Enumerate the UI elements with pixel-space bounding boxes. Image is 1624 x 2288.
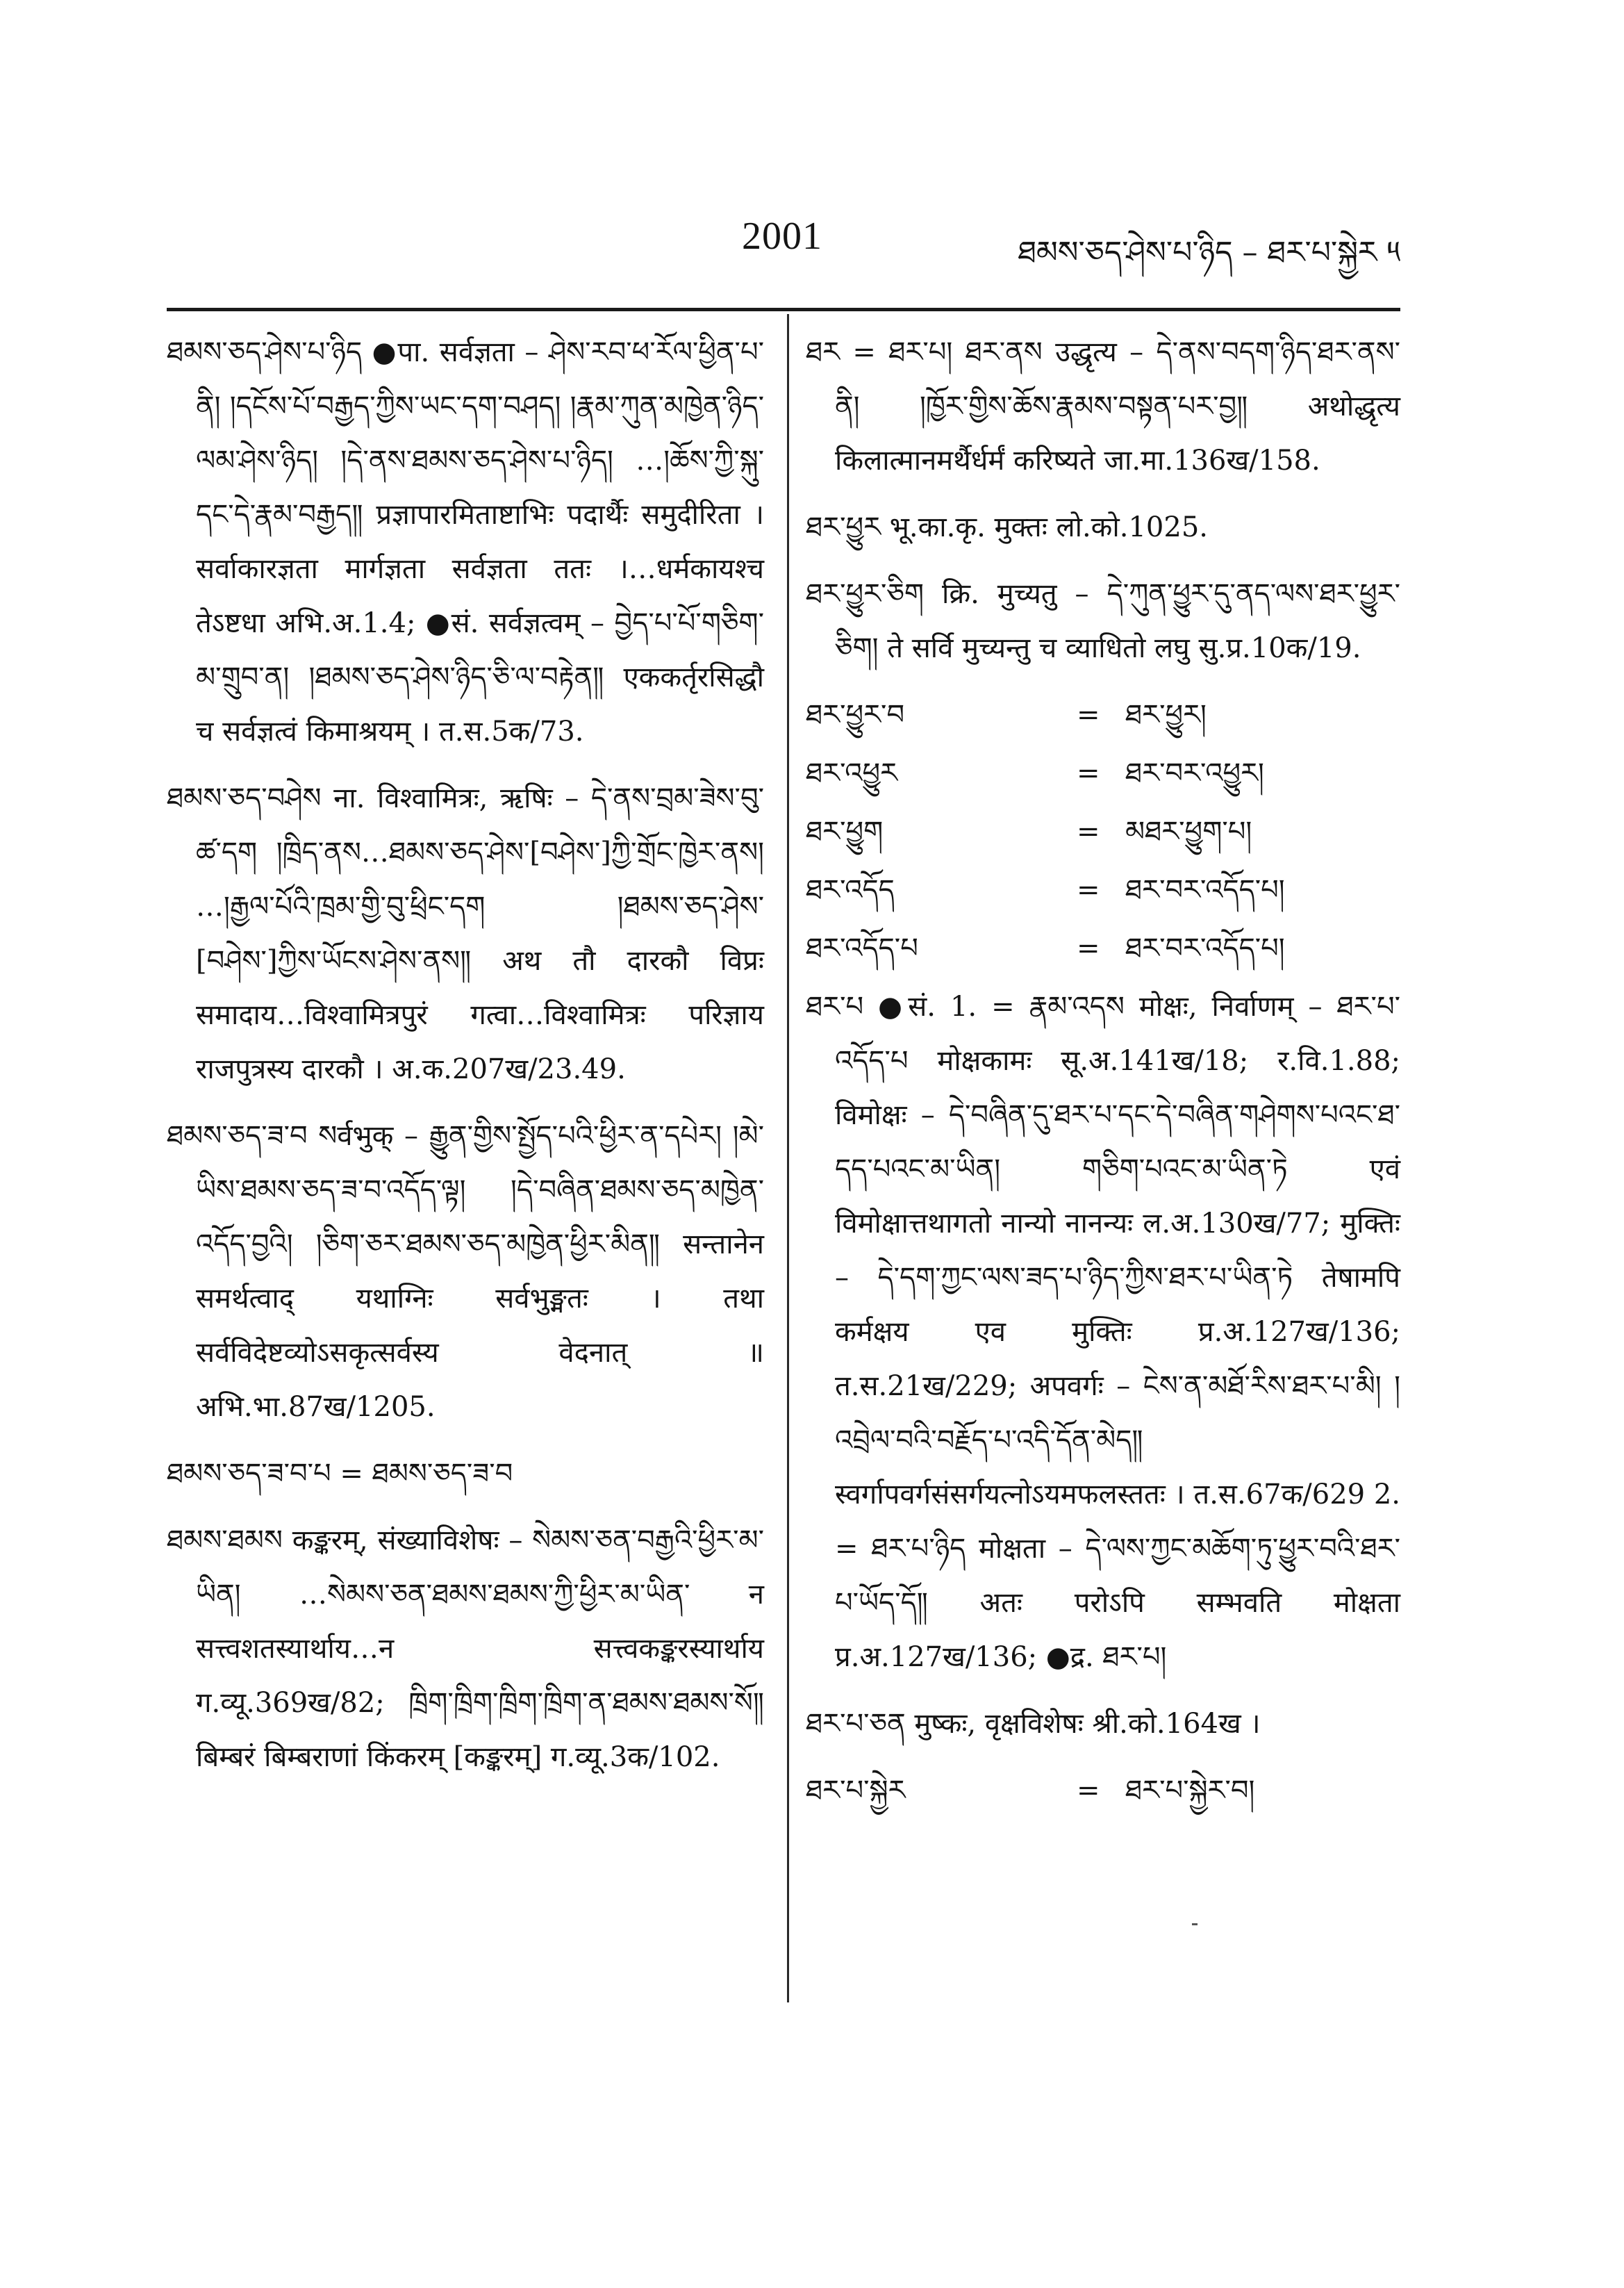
cross-reference-head: ཐར་འདོད་པ xyxy=(806,932,918,964)
cross-reference-head: ཐར་ཕྱུར་བ xyxy=(806,699,905,731)
cross-reference-head: ཐར་འདོད xyxy=(806,874,895,906)
equals-sign: = xyxy=(1077,932,1100,964)
cross-reference xyxy=(806,805,1400,859)
left-column xyxy=(167,325,764,1797)
column-divider xyxy=(787,314,789,2002)
cross-reference-target: ཐར་བར་འདོད་པ། xyxy=(1125,932,1285,964)
cross-reference-head: ཐར་པ་སྐྱེར xyxy=(806,1775,906,1806)
dictionary-entry: ཐར་པ་ཅན मुष्कः, वृक्षविशेषः श्री.को.164ख । xyxy=(806,1708,1261,1740)
cross-reference-target: ཐར་པ་སྐྱེར་བ། xyxy=(1125,1775,1255,1806)
cross-reference xyxy=(806,1763,1400,1818)
stray-ink-mark xyxy=(1192,1923,1198,1925)
dictionary-entry: ཐམས་ཅད་བཤེས ना. विश्वामित्रः, ऋषिः – དེ་ནས་བྲམ་ཟེས་བུ་ཚ་དག །ཁྲིད་ནས…ཐམས་ཅད་ཤེས་[བཤེས་]ཀྱི་གྲོང་ཁྱེར་ནས། …།རྒྱལ་པོའི་ཁྲམ་གྱི་བུ་ཕྲིང་དག །ཐམས་ཅད་ཤེས་[བཤེས་]ཀྱིས་ཡོངས་ཤེས་ནས༎ अथ तौ दारकौ विप्रः समादाय…विश्वामित्रपुरं गत्वा…विश्वामित्रः परिज्ञाय राजपुत्रस्य दारकौ । अ.क.207ख/23.49. xyxy=(167,782,764,1085)
header-rule xyxy=(167,308,1400,311)
running-head-words: ཐམས་ཅད་ཤེས་པ་ཉིད – ཐར་པ་སྐྱེར ༥ xyxy=(1018,235,1400,270)
page-number: 2001 xyxy=(742,215,822,258)
cross-reference-target: མཐར་ཕྱུག་པ། xyxy=(1125,816,1252,848)
cross-reference-target: ཐར་བར་འདོད་པ། xyxy=(1125,874,1285,906)
dictionary-entry: ཐར = ཐར་པ། ཐར་ནས उद्धृत्य – དེ་ནས་བདག་ཉིད་ཐར་ནས་ནི། །ཁྱོར་གྱིས་ཆོས་རྣམས་བསྟན་པར་བྱ༎ अथोद्धृत्य किलात्मानमर्थैर्धर्मं करिष्यते जा.मा.136ख/158. xyxy=(806,336,1400,477)
dictionary-entry: ཐར་ཕྱུར་ཅིག क्रि. मुच्यतु – དེ་ཀུན་ཕྱུར་དུ་ནད་ལས་ཐར་ཕྱུར་ཅིག། ते सर्वि मुच्यन्तु च व्याधितो लघु सु.प्र.10क/19. xyxy=(806,578,1400,664)
cross-reference-target: ཐར་བར་འཕྱུར། xyxy=(1125,757,1264,789)
dictionary-entry: ཐམས་ཅད་ཤེས་པ་ཉིད ●पा. सर्वज्ञता – ཤེས་རབ་ཕ་རོལ་ཕྱིན་པ་ནི། །དངོས་པོ་བརྒྱད་ཀྱིས་ཡང་དག་བཤད། །རྣམ་ཀུན་མཁྱེན་ཉིད་ལམ་ཤེས་ཉིད། །དེ་ནས་ཐམས་ཅད་ཤེས་པ་ཉིད། …།ཆོས་ཀྱི་སྐུ་དང་དེ་རྣམ་བརྒྱད༎ प्रज्ञापारमिताष्टाभिः पदार्थैः समुदीरिता । सर्वाकारज्ञता मार्गज्ञता सर्वज्ञता ततः ।…धर्मकायश्च तेऽष्टधा अभि.अ.1.4; ●सं. सर्वज्ञत्वम् – བྱེད་པ་པོ་གཅིག་མ་གྲུབ་ན། །ཐམས་ཅད་ཤེས་ཉིད་ཅི་ལ་བརྟེན༎ एककर्तृरसिद्धौ च सर्वज्ञत्वं किमाश्रयम् । त.स.5क/73. xyxy=(167,336,764,748)
cross-reference xyxy=(806,921,1400,976)
equals-sign: = xyxy=(1077,874,1100,906)
dictionary-entry: ཐར་པ ●सं. 1. = རྣམ་འདས मोक्षः, निर्वाणम् – ཐར་པ་འདོད་པ मोक्षकामः सू.अ.141ख/18; र.वि.1.88; विमोक्षः – དེ་བཞིན་དུ་ཐར་པ་དང་དེ་བཞིན་གཤེགས་པའང་ཐ་དད་པའང་མ་ཡིན། གཅིག་པའང་མ་ཡིན་ཏེ एवं विमोक्षात्तथागतो नान्यो नानन्यः ल.अ.130ख/77; मुक्तिः – དེ་དག་ཀྱང་ལས་ཟད་པ་ཉིད་ཀྱིས་ཐར་པ་ཡིན་ཏེ तेषामपि कर्मक्षय एव मुक्तिः प्र.अ.127ख/136; त.स.21ख/229; अपवर्गः – ངེས་ན་མཐོ་རིས་ཐར་པ་མི། །འབྲེལ་བའི་བརྗོད་པ་འདི་དོན་མེད༎ स्वर्गापवर्गसंसर्गयत्नोऽयमफलस्ततः । त.स.67क/629 2. = ཐར་པ་ཉིད मोक्षता – དེ་ལས་ཀྱང་མཆོག་ཏུ་ཕྱུར་བའི་ཐར་པ་ཡོད་དོ༎ अतः परोऽपि सम्भवति मोक्षता प्र.अ.127ख/136; ●द्र. ཐར་པ། xyxy=(806,991,1400,1673)
cross-reference-head: ཐར་ཕྱུག xyxy=(806,816,884,848)
dictionary-entry: ཐར་ཕྱུར भू.का.कृ. मुक्तः लो.को.1025. xyxy=(806,511,1208,543)
dictionary-entry: ཐམས་ཅད་ཟ་བ་པ = ཐམས་ཅད་ཟ་བ xyxy=(167,1458,513,1490)
cross-reference xyxy=(806,746,1400,800)
running-head xyxy=(167,208,1400,271)
equals-sign: = xyxy=(1077,699,1100,731)
cross-reference-target: ཐར་ཕྱུར། xyxy=(1125,699,1207,731)
cross-reference xyxy=(806,863,1400,917)
cross-reference-head: ཐར་འཕྱུར xyxy=(806,757,898,789)
equals-sign: = xyxy=(1077,757,1100,789)
cross-reference xyxy=(806,688,1400,742)
dictionary-entry: ཐམས་ཐམས कङ्करम्, संख्याविशेषः – སེམས་ཅན་བརྒྱའི་ཕྱིར་མ་ཡིན། …སེམས་ཅན་ཐམས་ཐམས་ཀྱི་ཕྱིར་མ་ཡིན་ न सत्त्वशतस्यार्थाय…न सत्त्वकङ्करस्यार्थाय ग.व्यू.369ख/82; ཁྲིག་ཁྲིག་ཁྲིག་ཁྲིག་ན་ཐམས་ཐམས་སོ༎ बिम्बरं बिम्बराणां किंकरम् [कङ्करम्] ग.व्यू.3क/102. xyxy=(167,1524,764,1773)
dictionary-entry: ཐམས་ཅད་ཟ་བ སर्वभुक् – རྒྱུན་གྱིས་སྤྱོད་པའི་ཕྱིར་ན་དཔེར། །མེ་ཡིས་ཐམས་ཅད་ཟ་བ་འདོད་ལྟ། །དེ་བཞིན་ཐམས་ཅད་མཁྱེན་འདོད་བྱའི། །ཅིག་ཅར་ཐམས་ཅད་མཁྱེན་ཕྱིར་མིན༎ सन्तानेन समर्थत्वाद् यथाग्निः सर्वभुङ्मतः । तथा सर्वविदेष्टव्योऽसकृत्सर्वस्य वेदनात् ॥ अभि.भा.87ख/1205. xyxy=(167,1120,764,1423)
equals-sign: = xyxy=(1077,816,1100,848)
equals-sign: = xyxy=(1077,1775,1100,1806)
right-column xyxy=(806,325,1400,1822)
